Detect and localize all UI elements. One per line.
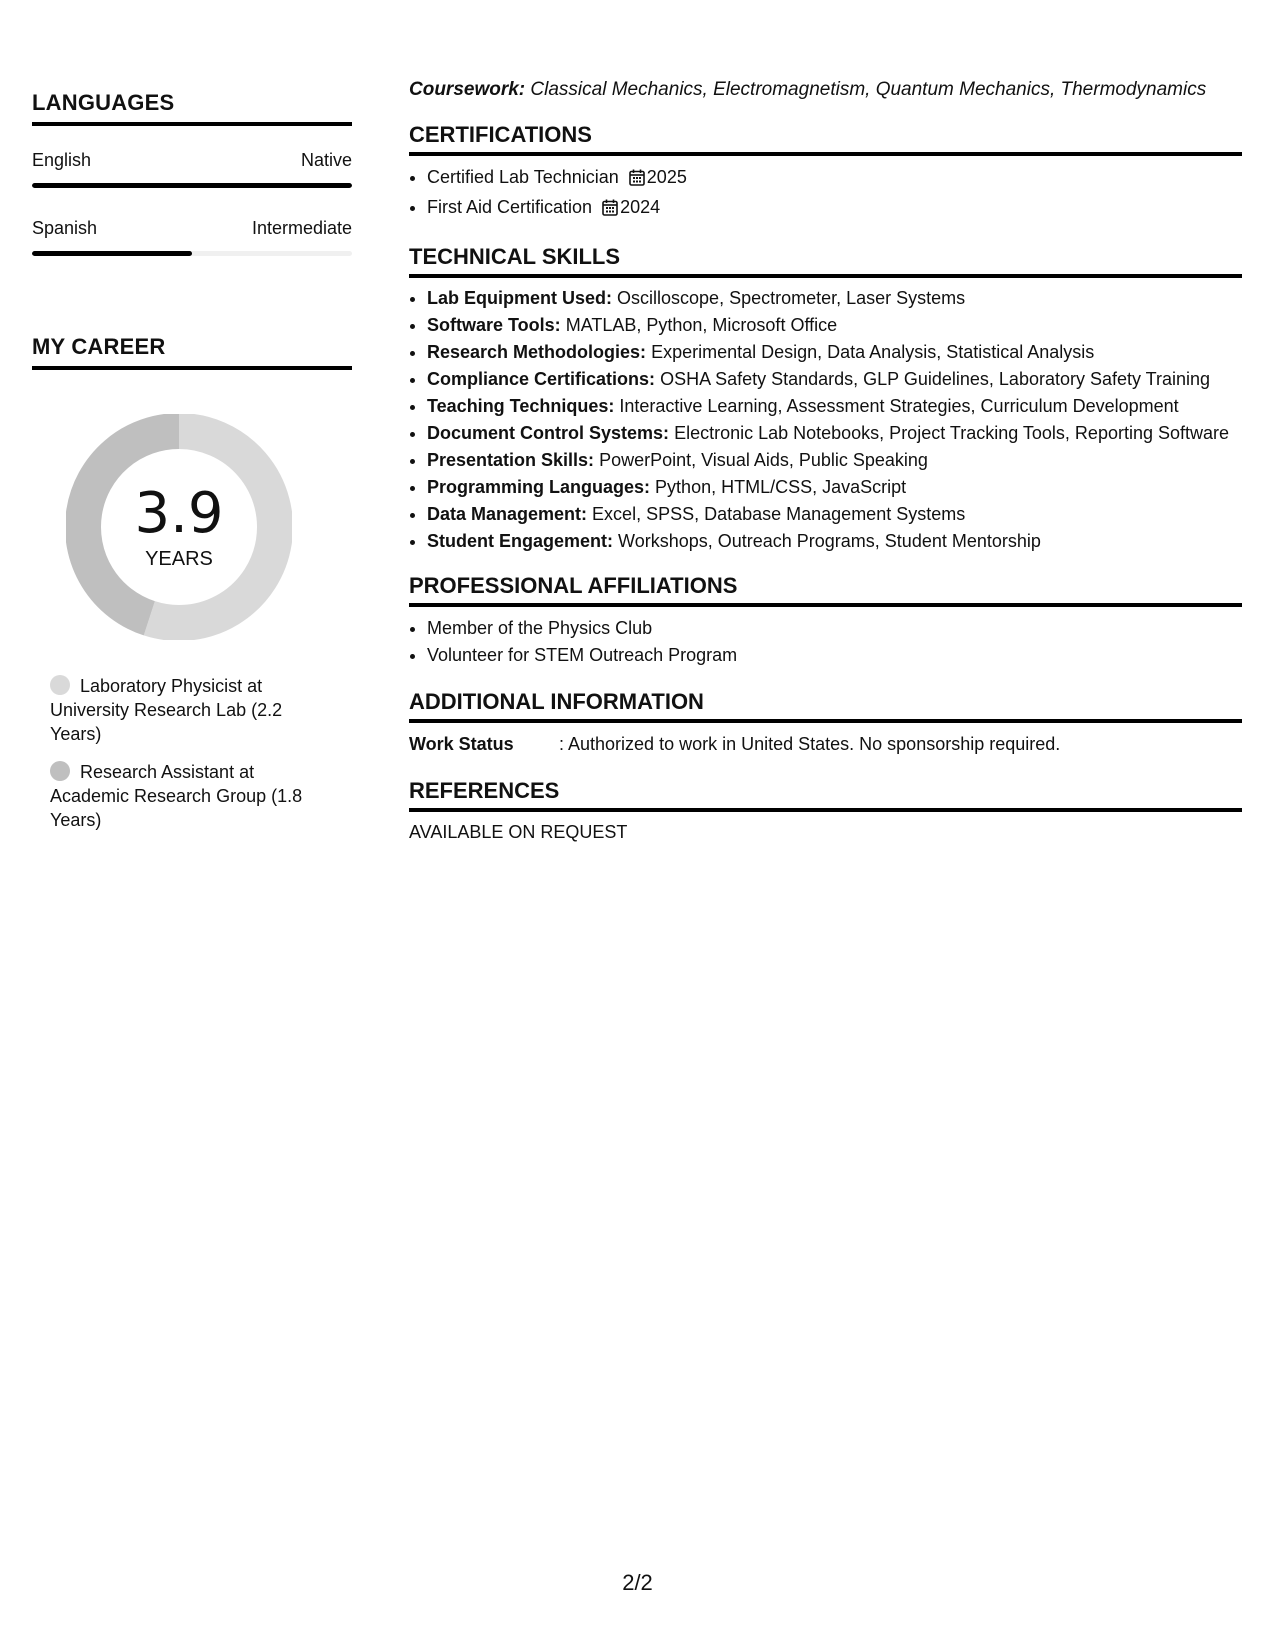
skill-text: Electronic Lab Notebooks, Project Tracking Tools, Reporting Software: [674, 423, 1230, 443]
coursework-label: Coursework:: [409, 79, 526, 100]
skill-item: [427, 529, 1242, 553]
skill-label: Lab Equipment Used:: [427, 288, 613, 308]
skill-label: Document Control Systems:: [427, 423, 670, 443]
skill-label: Research Methodologies:: [427, 342, 647, 362]
calendar-icon: [629, 167, 645, 194]
skill-text: Oscilloscope, Spectrometer, Laser Systems: [617, 288, 966, 308]
affiliation-item: • Member of the Physics Club: [427, 615, 1242, 642]
language-row-spanish: [32, 218, 352, 239]
certification-item: [427, 194, 1242, 224]
certification-name: First Aid Certification: [427, 197, 593, 217]
career-legend-label: Laboratory Physicist at University Research Lab (2.2 Years): [50, 676, 283, 744]
skill-item: [427, 475, 1242, 499]
skill-label: Data Management:: [427, 504, 588, 524]
calendar-icon: [602, 197, 618, 224]
left-column: [32, 90, 352, 846]
skill-text: MATLAB, Python, Microsoft Office: [565, 315, 838, 335]
references-text: AVAILABLE ON REQUEST: [409, 822, 628, 842]
skill-text: OSHA Safety Standards, GLP Guidelines, Laboratory Safety Training: [660, 369, 1211, 389]
language-level: Intermediate: [251, 218, 352, 238]
legend-dot: [50, 675, 70, 695]
career-donut-chart: [66, 414, 292, 640]
skill-text: Interactive Learning, Assessment Strategies, Curriculum Development: [619, 396, 1179, 416]
career-legend: [50, 674, 320, 832]
affiliation-item: • Volunteer for STEM Outreach Program: [427, 642, 1242, 669]
skill-item: [427, 367, 1242, 391]
career-legend-item: [50, 760, 320, 832]
certification-year: 2025: [646, 167, 687, 187]
certification-item: [427, 164, 1242, 194]
career-total-years: 3.9: [134, 481, 224, 546]
legend-dot: [50, 761, 70, 781]
skill-item: [427, 448, 1242, 472]
certifications-heading: CERTIFICATIONS: [409, 122, 1242, 156]
skill-text: Excel, SPSS, Database Management Systems: [592, 504, 966, 524]
language-proficiency-bar: [32, 251, 352, 256]
skill-label: Programming Languages:: [427, 477, 651, 497]
right-column: [409, 78, 1242, 843]
skill-label: Compliance Certifications:: [427, 369, 656, 389]
skill-item: [427, 313, 1242, 337]
skill-item: [427, 286, 1242, 310]
affiliations-heading: PROFESSIONAL AFFILIATIONS: [409, 573, 1242, 607]
skill-text: PowerPoint, Visual Aids, Public Speaking: [599, 450, 928, 470]
skill-item: [427, 421, 1242, 445]
skill-item: [427, 394, 1242, 418]
donut-center: [66, 481, 292, 571]
certification-name: Certified Lab Technician: [427, 167, 619, 187]
additional-info-heading: ADDITIONAL INFORMATION: [409, 689, 1242, 723]
skill-label: Software Tools:: [427, 315, 561, 335]
work-status-row: [409, 731, 1242, 758]
coursework-text: Classical Mechanics, Electromagnetism, Quantum Mechanics, Thermodynamics: [530, 79, 1207, 100]
career-legend-item: [50, 674, 320, 746]
certification-year: 2024: [620, 197, 661, 217]
page-number: 2/2: [622, 1570, 653, 1595]
skill-item: [427, 340, 1242, 364]
skill-label: Presentation Skills:: [427, 450, 595, 470]
skills-list: [409, 286, 1242, 553]
language-name: English: [32, 150, 92, 170]
career-legend-label: Research Assistant at Academic Research Group (1.8 Years): [50, 762, 303, 830]
languages-heading: LANGUAGES: [32, 90, 352, 126]
skill-text: Workshops, Outreach Programs, Student Mentorship: [618, 531, 1041, 551]
skill-item: [427, 502, 1242, 526]
coursework-line: [409, 78, 1242, 102]
language-proficiency-fill: [32, 183, 352, 188]
work-status-text: : Authorized to work in United States. No sponsorship required.: [559, 734, 1061, 754]
skill-label: Student Engagement:: [427, 531, 614, 551]
skill-text: Experimental Design, Data Analysis, Statistical Analysis: [651, 342, 1095, 362]
language-level: Native: [300, 150, 352, 170]
language-proficiency-bar: [32, 183, 352, 188]
career-heading: MY CAREER: [32, 334, 352, 370]
skill-text: Python, HTML/CSS, JavaScript: [655, 477, 907, 497]
work-status-label: Work Status: [409, 734, 514, 754]
career-unit: YEARS: [145, 548, 213, 570]
certifications-list: [409, 164, 1242, 224]
references-heading: REFERENCES: [409, 778, 1242, 812]
skills-heading: TECHNICAL SKILLS: [409, 244, 1242, 278]
language-name: Spanish: [32, 218, 98, 238]
affiliations-list: [409, 615, 1242, 669]
skill-label: Teaching Techniques:: [427, 396, 615, 416]
language-row-english: [32, 150, 352, 171]
language-proficiency-fill: [32, 251, 192, 256]
